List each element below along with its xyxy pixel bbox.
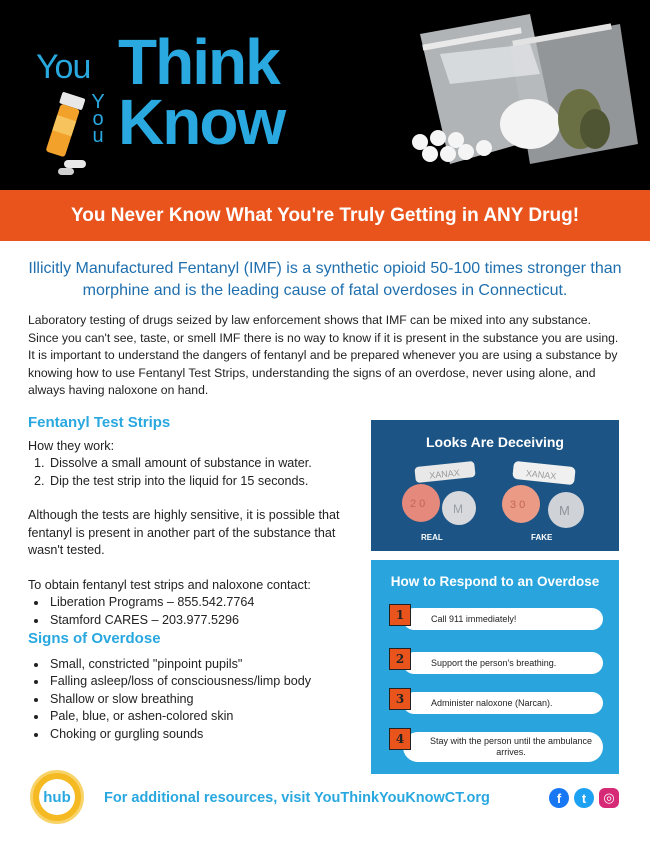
step-number: 1 xyxy=(389,604,411,626)
fake-label: FAKE xyxy=(531,533,553,542)
step-number: 4 xyxy=(389,728,411,750)
list-item: • Falling asleep/loss of consciousness/limp body xyxy=(48,673,358,691)
drug-bags-photo xyxy=(380,14,640,182)
test-strips-section xyxy=(28,414,358,629)
test-strips-heading: Fentanyl Test Strips xyxy=(28,414,171,431)
real-20-text: 2 0 xyxy=(410,498,426,510)
list-item: • Liberation Programs – 855.542.7764 xyxy=(48,594,358,612)
list-item: • Choking or gurgling sounds xyxy=(48,726,358,744)
list-item: 1. Dissolve a small amount of substance in water. xyxy=(48,455,358,473)
real-xanax-text: XANAX xyxy=(428,467,461,481)
how-they-work-label: How they work: xyxy=(28,438,115,453)
fake-30-text: 3 0 xyxy=(510,499,526,511)
signs-heading: Signs of Overdose xyxy=(28,630,161,647)
pill-bottle-icon xyxy=(36,88,92,178)
step-number: 3 xyxy=(389,688,411,710)
list-item: • Stamford CARES – 203.977.5296 xyxy=(48,612,358,630)
signs-section xyxy=(28,630,358,743)
step-text: Administer naloxone (Narcan). xyxy=(403,692,603,714)
real-m-text: M xyxy=(453,502,463,516)
instagram-glyph: ◎ xyxy=(603,790,615,805)
lead-statement: Illicitly Manufactured Fentanyl (IMF) is a synthetic opioid 50-100 times stronger than morphine and is the leading cause of fatal overdoses in Connecticut. xyxy=(28,260,622,299)
looks-deceiving-panel xyxy=(371,420,619,551)
respond-step xyxy=(389,604,603,630)
respond-step xyxy=(389,648,603,674)
fake-xanax-text: XANAX xyxy=(525,468,557,482)
logo-you-vertical: You xyxy=(91,91,105,147)
header xyxy=(0,0,650,190)
step-text: Stay with the person until the ambulance arrives. xyxy=(403,732,603,762)
respond-step xyxy=(389,688,603,714)
hub-text: hub xyxy=(39,779,75,815)
real-label: REAL xyxy=(421,533,443,542)
list-item: 2. Dip the test strip into the liquid for 15 seconds. xyxy=(48,473,358,491)
logo-think: Think xyxy=(118,26,279,98)
fake-m-text: M xyxy=(559,503,570,518)
instagram-icon[interactable] xyxy=(599,788,619,808)
looks-deceiving-title: Looks Are Deceiving xyxy=(426,434,564,450)
facebook-glyph: f xyxy=(556,790,562,806)
list-item: • Pale, blue, or ashen-colored skin xyxy=(48,708,358,726)
facebook-icon[interactable] xyxy=(549,788,569,808)
list-item: • Small, constricted "pinpoint pupils" xyxy=(48,656,358,674)
sensitivity-note: Although the tests are highly sensitive, it is possible that fentanyl is present in another part of the substance that wasn't tested. xyxy=(28,508,340,557)
step-text: Call 911 immediately! xyxy=(403,608,603,630)
step-number: 2 xyxy=(389,648,411,670)
contacts-list xyxy=(48,594,358,629)
twitter-icon[interactable] xyxy=(574,788,594,808)
footer xyxy=(0,760,650,841)
you-think-you-know-logo xyxy=(36,26,316,180)
twitter-glyph: t xyxy=(581,790,587,806)
contact-intro: To obtain fentanyl test strips and naloxone contact: xyxy=(28,577,311,592)
step-text: Support the person's breathing. xyxy=(403,652,603,674)
respond-panel xyxy=(371,560,619,774)
respond-title: How to Respond to an Overdose xyxy=(390,574,600,589)
logo-know: Know xyxy=(118,86,285,158)
list-item: • Shallow or slow breathing xyxy=(48,691,358,709)
pill-comparison-photo xyxy=(371,456,619,551)
logo-you-top: You xyxy=(36,48,91,86)
signs-list xyxy=(48,656,358,744)
intro-paragraph: Laboratory testing of drugs seized by law enforcement shows that IMF can be mixed into any substance. Since you can't see, taste, or smell IMF there is no way to know if it is present in the substance you are using. It is important to understand the dangers of fentanyl and be prepared whenever you are using a substance by knowing how to use Fentanyl Test Strips, understanding the signs of an overdose, never using alone, and always having naloxone on hand. xyxy=(28,313,619,397)
respond-step xyxy=(389,728,603,762)
test-steps-list xyxy=(48,455,358,490)
resources-link[interactable]: For additional resources, visit YouThinkYouKnowCT.org xyxy=(104,790,490,806)
hub-logo xyxy=(30,770,84,824)
warning-banner: You Never Know What You're Truly Getting in ANY Drug! xyxy=(0,190,650,241)
